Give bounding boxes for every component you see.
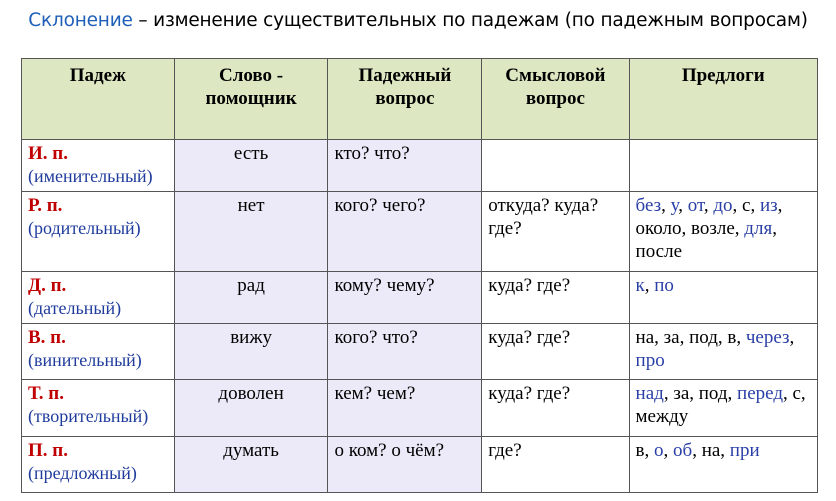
prepositions-cell <box>629 380 817 436</box>
semantic-question-cell: куда? где? <box>482 324 629 380</box>
case-question-cell: кто? что? <box>328 140 482 192</box>
case-name: (родительный) <box>28 218 141 239</box>
case-cell <box>22 380 175 436</box>
preposition-text: при <box>729 439 760 461</box>
helper-word-cell: думать <box>174 436 328 492</box>
preposition-text: у <box>670 195 679 217</box>
prepositions-cell <box>629 436 817 492</box>
preposition-text: из <box>759 195 778 217</box>
case-name: (творительный) <box>28 406 149 427</box>
preposition-text: для <box>744 218 773 240</box>
preposition-text: про <box>635 350 665 372</box>
title-definition: – изменение существительных по падежам (по падежным вопросам) <box>132 10 808 31</box>
helper-word-cell: вижу <box>174 324 328 380</box>
case-name: (предложный) <box>28 462 137 483</box>
case-name: (именительный) <box>28 166 153 186</box>
case-abbreviation: Т. п. <box>28 383 64 405</box>
semantic-question-cell: где? <box>482 436 629 492</box>
title-term: Склонение <box>28 10 133 31</box>
case-question-cell: кого? что? <box>328 324 482 380</box>
case-question-cell: о ком? о чём? <box>328 436 482 492</box>
column-header-case: Падеж <box>22 59 175 140</box>
case-abbreviation: И. п. <box>28 143 68 164</box>
semantic-question-cell: откуда? куда? где? <box>482 192 629 272</box>
preposition-text: , <box>663 439 674 461</box>
prepositions-cell <box>629 140 817 192</box>
prepositions-cell <box>629 324 817 380</box>
preposition-text: над <box>635 383 664 405</box>
semantic-question-cell: куда? где? <box>482 380 629 436</box>
case-abbreviation: Д. п. <box>28 274 67 296</box>
prepositions-cell <box>629 192 817 272</box>
helper-word-cell: доволен <box>174 380 328 436</box>
preposition-text: , после <box>635 218 777 263</box>
preposition-text: , <box>661 195 671 217</box>
helper-word-cell: рад <box>174 271 328 323</box>
preposition-text: , <box>644 274 655 296</box>
case-question-cell: кем? чем? <box>328 380 482 436</box>
semantic-question-cell <box>482 140 629 192</box>
case-abbreviation: Р. п. <box>28 195 63 217</box>
table-row <box>22 380 818 436</box>
preposition-text: , <box>678 195 688 217</box>
table-row <box>22 271 818 323</box>
case-name: (дательный) <box>28 297 122 318</box>
table-row <box>22 324 818 380</box>
helper-word-cell: есть <box>174 140 328 192</box>
declension-table <box>21 58 818 493</box>
preposition-text: к <box>635 274 645 296</box>
preposition-text: через <box>745 327 790 349</box>
preposition-text: об <box>673 439 693 461</box>
preposition-text: , с, <box>732 195 760 217</box>
case-question-cell: кого? чего? <box>328 192 482 272</box>
preposition-text: , с, между <box>635 383 806 428</box>
column-header-helper-word: Слово - помощник <box>174 59 328 140</box>
case-question-cell: кому? чему? <box>328 271 482 323</box>
case-cell <box>22 436 175 492</box>
column-header-prepositions: Предлоги <box>629 59 817 140</box>
case-cell <box>22 271 175 323</box>
slide-title <box>0 10 836 31</box>
preposition-text: без <box>635 195 662 217</box>
preposition-text: перед <box>737 383 783 405</box>
preposition-text: до <box>713 195 733 217</box>
helper-word-cell: нет <box>174 192 328 272</box>
header-row <box>22 59 818 140</box>
semantic-question-cell: куда? где? <box>482 271 629 323</box>
preposition-text: , <box>789 327 795 349</box>
table-row <box>22 436 818 492</box>
preposition-text: , <box>703 195 714 217</box>
table-row <box>22 192 818 272</box>
column-header-semantic-question: Смысловой вопрос <box>482 59 629 140</box>
preposition-text: от <box>687 195 704 217</box>
preposition-text: о <box>654 439 664 461</box>
case-name: (винительный) <box>28 350 142 371</box>
case-abbreviation: П. п. <box>28 439 68 461</box>
preposition-text: , около, возле, <box>635 195 783 240</box>
column-header-case-question: Падежный вопрос <box>328 59 482 140</box>
preposition-text: , на, <box>692 439 730 461</box>
case-cell <box>22 192 175 272</box>
case-abbreviation: В. п. <box>28 327 66 349</box>
prepositions-cell <box>629 271 817 323</box>
preposition-text: в, <box>635 439 655 461</box>
preposition-text: по <box>654 274 674 296</box>
case-cell <box>22 140 175 192</box>
case-cell <box>22 324 175 380</box>
table-row <box>22 140 818 192</box>
preposition-text: на, за, под, в, <box>635 327 746 349</box>
preposition-text: , за, под, <box>663 383 738 405</box>
